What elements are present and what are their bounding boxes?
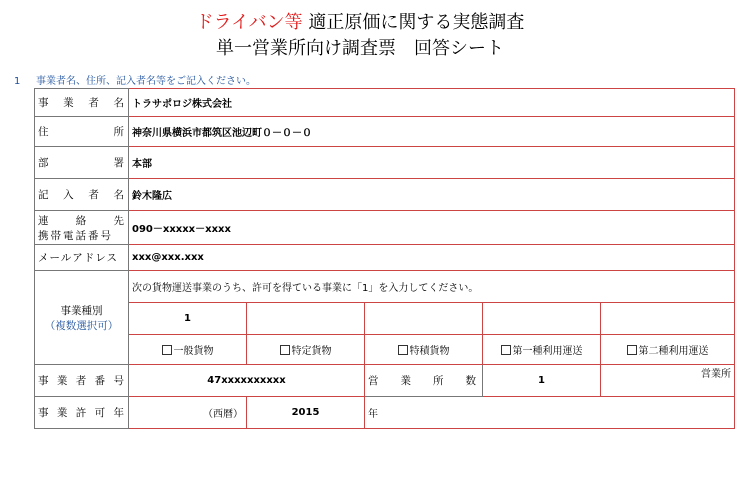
contact-phone-field[interactable]: 090－xxxxx－xxxx: [129, 211, 735, 245]
label-contact-line2: 携帯電話番号: [38, 229, 113, 242]
checkbox-icon: [627, 345, 637, 355]
checkbox-icon: [162, 345, 172, 355]
business-type-value-specific[interactable]: [247, 303, 365, 335]
row-department: [35, 147, 735, 179]
address-field[interactable]: 神奈川県横浜市都筑区池辺町０－０－０: [129, 117, 735, 147]
business-type-note: 次の貨物運送事業のうち、許可を得ている事業に「1」を入力してください。: [129, 271, 735, 303]
row-business-type-options: [35, 335, 735, 365]
label-department: 部 署: [35, 147, 129, 179]
checkbox-icon: [501, 345, 511, 355]
row-business-type-values: [35, 303, 735, 335]
row-permit-year: [35, 397, 735, 429]
department-field[interactable]: 本部: [129, 147, 735, 179]
label-office-count: 営 業 所 数: [365, 365, 483, 397]
row-contact: [35, 211, 735, 245]
section-number: 1: [14, 76, 21, 87]
title-rest: 適正原価に関する実態調査: [302, 12, 525, 33]
label-business-type: [35, 271, 129, 365]
section-instruction: [14, 72, 256, 87]
business-type-value-type2[interactable]: [601, 303, 735, 335]
checkbox-icon: [398, 345, 408, 355]
option-consolidated-freight: 特積貨物: [365, 335, 483, 365]
survey-form-table: [34, 88, 735, 429]
row-company: [35, 89, 735, 117]
row-operator-number: [35, 365, 735, 397]
row-writer: [35, 179, 735, 211]
row-business-type-note: [35, 271, 735, 303]
page-title-line1: [0, 8, 720, 34]
permit-year-field[interactable]: 2015: [247, 397, 365, 429]
row-email: [35, 245, 735, 271]
operator-number-field[interactable]: 47xxxxxxxxxx: [129, 365, 365, 397]
business-type-value-general[interactable]: 1: [129, 303, 247, 335]
office-unit: 営業所: [601, 365, 735, 397]
option-type1-forwarding: 第一種利用運送: [483, 335, 601, 365]
page-title-line2: 単一営業所向け調査票 回答シート: [216, 38, 504, 59]
option-specific-freight: 特定貨物: [247, 335, 365, 365]
company-name-field[interactable]: トラサポロジ株式会社: [129, 89, 735, 117]
option-general-freight: 一般貨物: [129, 335, 247, 365]
label-address: 住 所: [35, 117, 129, 147]
label-operator-number: 事 業 者 番 号: [35, 365, 129, 397]
business-type-value-type1[interactable]: [483, 303, 601, 335]
business-type-label: 事業種別: [60, 304, 103, 317]
permit-year-era: （西暦）: [129, 397, 247, 429]
instruction-text: 事業者名、住所、記入者名等をご記入ください。: [36, 76, 256, 87]
label-email: メールアドレス: [35, 245, 129, 271]
checkbox-icon: [280, 345, 290, 355]
label-contact: 連 絡 先 携帯電話番号: [35, 211, 129, 245]
permit-year-unit: 年: [365, 397, 735, 429]
business-type-value-consolidated[interactable]: [365, 303, 483, 335]
label-company: 事 業 者 名: [35, 89, 129, 117]
office-count-field[interactable]: 1: [483, 365, 601, 397]
email-field[interactable]: xxx@xxx.xxx: [129, 245, 735, 271]
title-highlight: ドライバン等: [195, 12, 303, 33]
writer-name-field[interactable]: 鈴木隆広: [129, 179, 735, 211]
option-type2-forwarding: 第二種利用運送: [601, 335, 735, 365]
label-permit-year: 事 業 許 可 年: [35, 397, 129, 429]
label-writer: 記 入 者 名: [35, 179, 129, 211]
row-address: [35, 117, 735, 147]
business-type-sublabel: （複数選択可）: [44, 319, 119, 332]
